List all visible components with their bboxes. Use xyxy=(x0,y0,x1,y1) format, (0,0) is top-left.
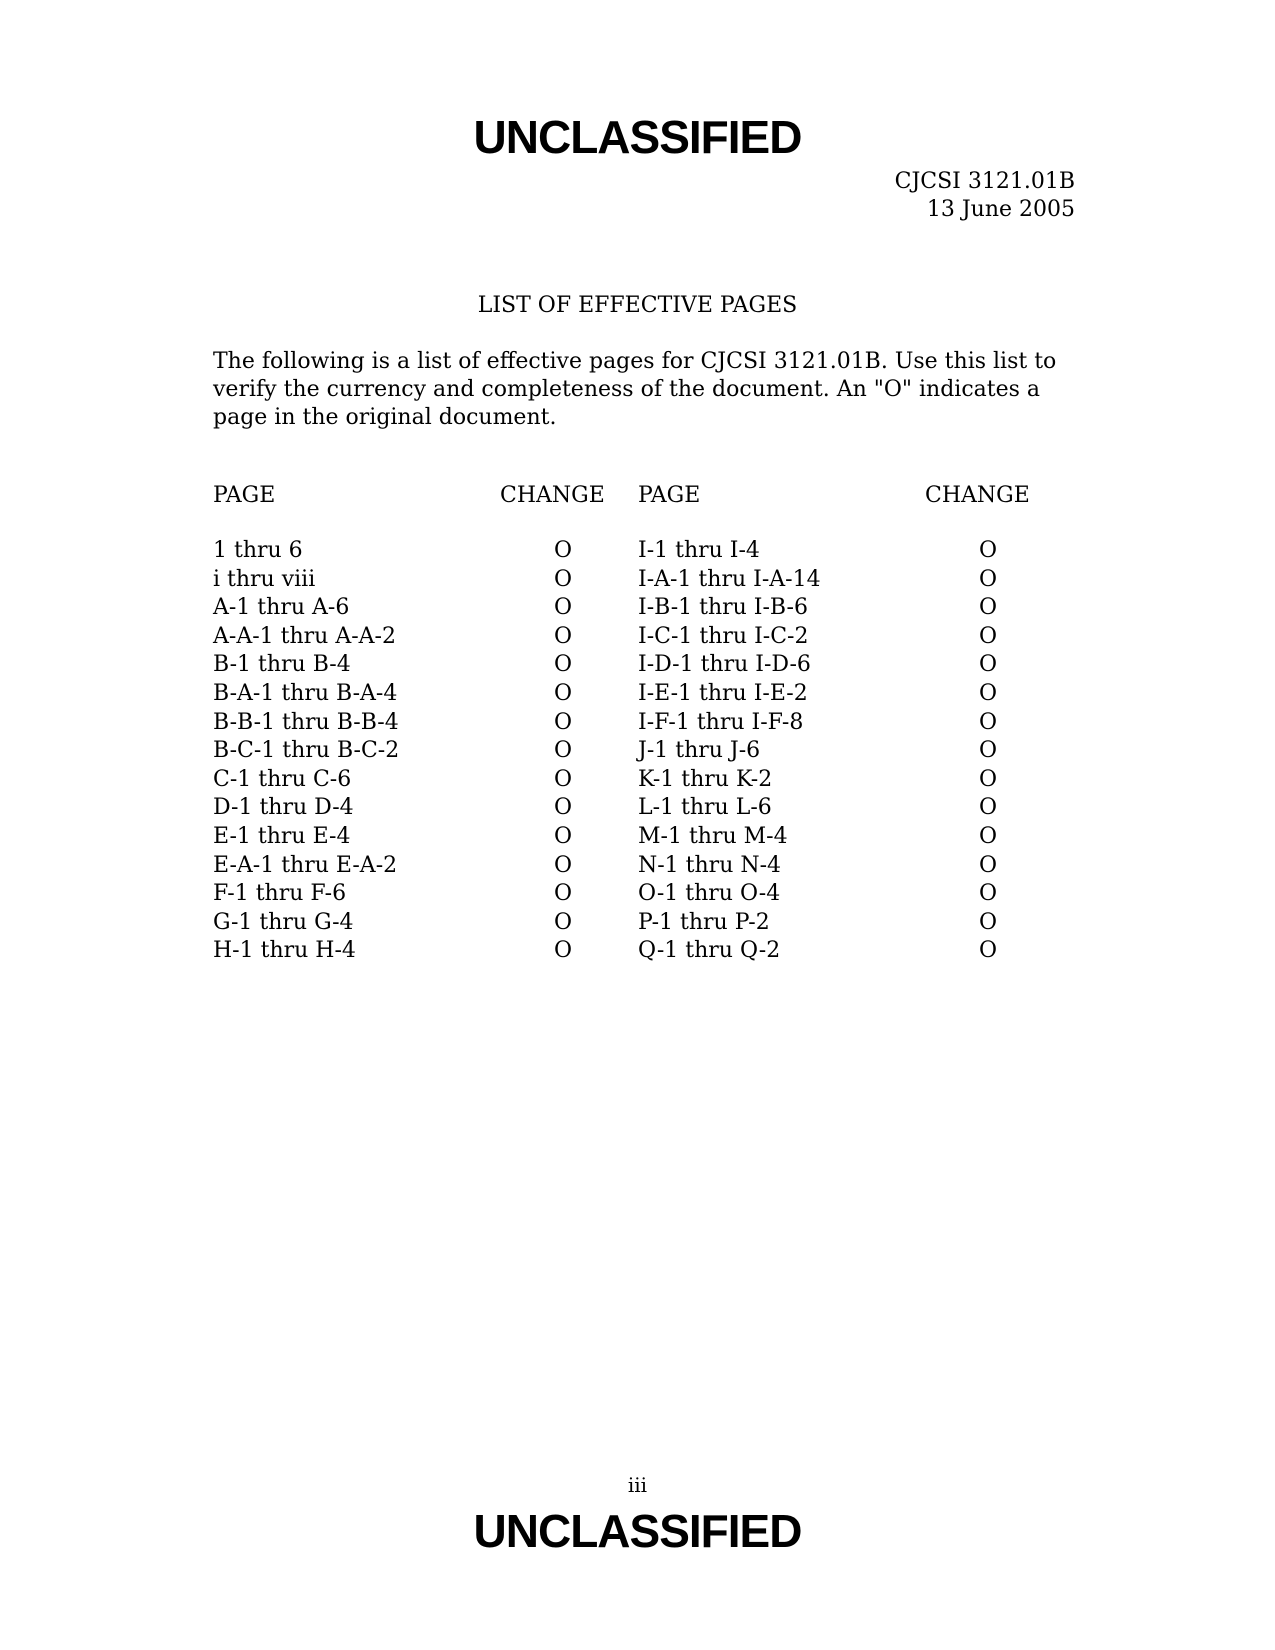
page-range: A-1 thru A-6 xyxy=(213,595,350,621)
page-range: H-1 thru H-4 xyxy=(213,938,356,964)
column-header-change-right: CHANGE xyxy=(925,483,1030,508)
change-marker: O xyxy=(553,738,573,764)
change-marker: O xyxy=(978,538,998,563)
page-range: N-1 thru N-4 xyxy=(638,852,782,878)
page-range: P-1 thru P-2 xyxy=(638,909,770,935)
page-range: F-1 thru F-6 xyxy=(213,881,347,907)
change-marker: O xyxy=(553,938,573,964)
column-header-change-left: CHANGE xyxy=(500,483,605,508)
column-header-page-left: PAGE xyxy=(213,483,276,508)
change-marker: O xyxy=(978,709,998,735)
change-marker: O xyxy=(978,766,998,792)
change-marker: O xyxy=(978,881,998,907)
change-marker: O xyxy=(978,852,998,878)
change-marker: O xyxy=(978,623,998,649)
page-range: i thru viii xyxy=(213,566,316,592)
change-marker: O xyxy=(978,566,998,592)
intro-paragraph: The following is a list of effective pages for CJCSI 3121.01B. Use this list to verify the currency and completeness of the document. An "O" indicates a page in the original document. xyxy=(213,349,1057,430)
change-marker: O xyxy=(553,909,573,935)
page-range: C-1 thru C-6 xyxy=(213,766,352,792)
change-marker: O xyxy=(553,766,573,792)
page-range: B-B-1 thru B-B-4 xyxy=(213,709,399,735)
page-range: I-F-1 thru I-F-8 xyxy=(638,709,804,735)
page-range: D-1 thru D-4 xyxy=(213,795,354,821)
page-range: M-1 thru M-4 xyxy=(638,823,788,849)
page-range: K-1 thru K-2 xyxy=(638,766,773,792)
page-range: L-1 thru L-6 xyxy=(638,795,772,821)
change-marker: O xyxy=(553,709,573,735)
page-range: 1 thru 6 xyxy=(213,538,303,563)
page-range: B-1 thru B-4 xyxy=(213,652,351,678)
page-range: G-1 thru G-4 xyxy=(213,909,354,935)
change-marker: O xyxy=(553,795,573,821)
document-number: CJCSI 3121.01B xyxy=(894,169,1075,194)
page-range: Q-1 thru Q-2 xyxy=(638,938,781,964)
page-range: E-1 thru E-4 xyxy=(213,823,351,849)
classification-banner-top: UNCLASSIFIED xyxy=(473,111,802,163)
change-marker: O xyxy=(553,823,573,849)
change-marker: O xyxy=(978,795,998,821)
page-range: O-1 thru O-4 xyxy=(638,881,781,907)
page-range: I-B-1 thru I-B-6 xyxy=(638,595,808,621)
page-range: B-A-1 thru B-A-4 xyxy=(213,680,398,706)
page-range: I-D-1 thru I-D-6 xyxy=(638,652,811,678)
change-marker: O xyxy=(553,881,573,907)
change-marker: O xyxy=(978,909,998,935)
change-marker: O xyxy=(978,738,998,764)
document-identifier xyxy=(895,168,1075,224)
page-range: E-A-1 thru E-A-2 xyxy=(213,852,398,878)
change-marker: O xyxy=(978,823,998,849)
classification-banner-bottom: UNCLASSIFIED xyxy=(473,1505,802,1557)
page-number: iii xyxy=(627,1473,648,1497)
page-range: I-A-1 thru I-A-14 xyxy=(638,566,821,592)
change-marker: O xyxy=(978,652,998,678)
page-range: A-A-1 thru A-A-2 xyxy=(213,623,396,649)
document-date: 13 June 2005 xyxy=(926,197,1075,222)
change-marker: O xyxy=(978,680,998,706)
change-marker: O xyxy=(553,538,573,563)
page-range: B-C-1 thru B-C-2 xyxy=(213,738,400,764)
change-marker: O xyxy=(978,595,998,621)
change-marker: O xyxy=(553,566,573,592)
page-title: LIST OF EFFECTIVE PAGES xyxy=(477,293,798,318)
change-marker: O xyxy=(553,623,573,649)
column-header-page-right: PAGE xyxy=(638,483,701,508)
change-marker: O xyxy=(553,680,573,706)
page-range: I-E-1 thru I-E-2 xyxy=(638,680,808,706)
page-range: I-1 thru I-4 xyxy=(638,538,760,563)
change-marker: O xyxy=(553,652,573,678)
page-range: J-1 thru J-6 xyxy=(638,738,761,764)
change-marker: O xyxy=(978,938,998,964)
page-range: I-C-1 thru I-C-2 xyxy=(638,623,809,649)
change-marker: O xyxy=(553,595,573,621)
change-marker: O xyxy=(553,852,573,878)
